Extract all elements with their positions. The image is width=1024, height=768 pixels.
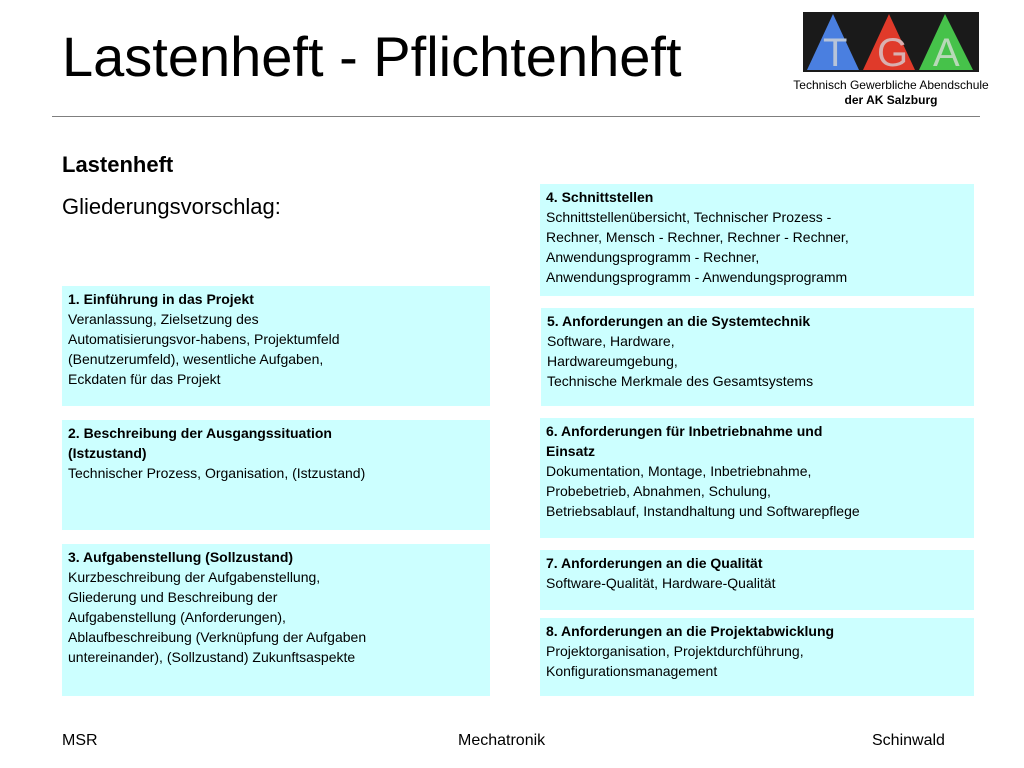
logo-letter-g: G [877, 31, 909, 72]
footer-center: Mechatronik [458, 732, 546, 749]
outline-box-body: Projektorganisation, Projektdurchführung, Konfigurationsmanagement [546, 643, 804, 679]
outline-box-body: Technischer Prozess, Organisation, (Istzustand) [68, 465, 366, 481]
section-subheading: Gliederungsvorschlag: [62, 194, 281, 219]
outline-box-title: 4. Schnittstellen [546, 189, 654, 205]
outline-box-body: Software, Hardware, Hardwareumgebung, Technische Merkmale des Gesamtsystems [547, 333, 814, 389]
logo-letter-a: A [933, 31, 960, 72]
logo-letter-t: T [823, 31, 848, 72]
outline-box-title: 3. Aufgabenstellung (Sollzustand) [68, 549, 294, 565]
outline-box-title: 1. Einführung in das Projekt [68, 291, 254, 307]
outline-box-title: 6. Anforderungen für Inbetriebnahme und Einsatz [546, 423, 823, 459]
slide-title: Lastenheft - Pflichtenheft [62, 25, 682, 88]
outline-box-5 [541, 308, 974, 406]
footer-right: Schinwald [872, 732, 945, 749]
outline-box-body: Dokumentation, Montage, Inbetriebnahme, Probebetrieb, Abnahmen, Schulung, Betriebsablauf, Instandhaltung und Softwarepflege [546, 463, 860, 519]
outline-box-title: 2. Beschreibung der Ausgangssituation (Istzustand) [68, 425, 332, 461]
school-line-2: der AK Salzburg [844, 93, 938, 107]
outline-box-body: Veranlassung, Zielsetzung des Automatisierungsvor-habens, Projektumfeld (Benutzerumfeld), wesentliche Aufgaben, Eckdaten für das Projekt [68, 311, 340, 387]
outline-box-2 [62, 420, 490, 530]
outline-box-3 [62, 544, 490, 696]
outline-box-title: 5. Anforderungen an die Systemtechnik [547, 313, 811, 329]
outline-box-6 [540, 418, 974, 538]
outline-box-7 [540, 550, 974, 610]
title-divider [52, 116, 980, 117]
section-heading: Lastenheft [62, 152, 174, 177]
outline-box-body: Software-Qualität, Hardware-Qualität [546, 575, 776, 591]
outline-box-title: 7. Anforderungen an die Qualität [546, 555, 763, 571]
school-name [766, 78, 1016, 108]
tga-logo [803, 12, 979, 72]
outline-box-8 [540, 618, 974, 696]
outline-box-body: Schnittstellenübersicht, Technischer Prozess - Rechner, Mensch - Rechner, Rechner - Rechner, Anwendungsprogramm - Rechner, Anwendungsprogramm - Anwendungsprogramm [546, 209, 849, 285]
outline-box-body: Kurzbeschreibung der Aufgabenstellung, Gliederung und Beschreibung der Aufgabenstellung (Anforderungen), Ablaufbeschreibung (Verknüpfung der Aufgaben untereinander), (Sollzustand) Zukunftsaspekte [68, 569, 367, 665]
school-line-1: Technisch Gewerbliche Abendschule [793, 78, 989, 92]
outline-box-4 [540, 184, 974, 296]
outline-box-title: 8. Anforderungen an die Projektabwicklung [546, 623, 835, 639]
outline-box-1 [62, 286, 490, 406]
footer-left: MSR [62, 732, 98, 749]
